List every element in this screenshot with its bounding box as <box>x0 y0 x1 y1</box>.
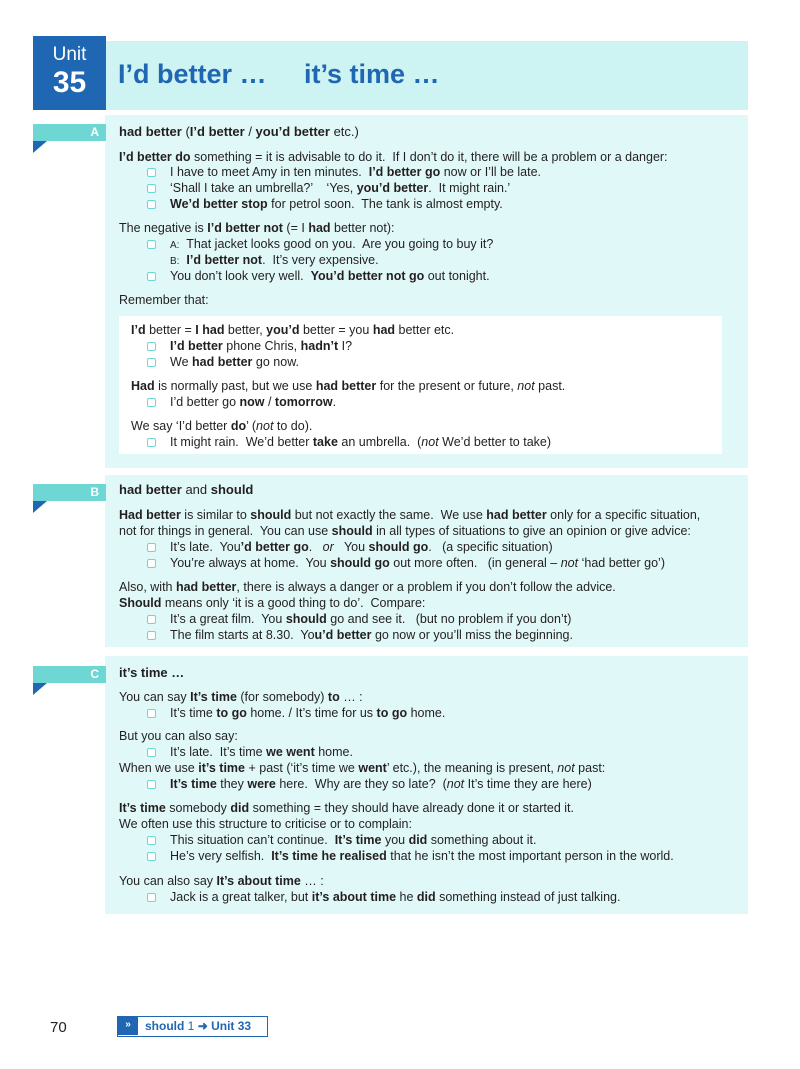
section-c-marker <box>33 683 47 695</box>
example-line: ‘Shall I take an umbrella?’ ‘Yes, you’d better. It might rain.’ <box>170 181 511 195</box>
example-line: Jack is a great talker, but it’s about time he did something instead of just talking. <box>170 890 621 904</box>
example-line: You don’t look very well. You’d better not go out tonight. <box>170 269 490 283</box>
cross-reference-link[interactable] <box>117 1016 268 1037</box>
example-line: A: That jacket looks good on you. Are you going to buy it? <box>170 237 494 251</box>
example-bullet-icon <box>147 438 156 447</box>
example-line: We’d better stop for petrol soon. The tank is almost empty. <box>170 197 503 211</box>
page-title: I’d better … it’s time … <box>118 59 440 89</box>
paragraph: Also, with had better, there is always a danger or a problem if you don’t follow the advice. <box>119 580 616 594</box>
example-bullet-icon <box>147 615 156 624</box>
example-line: It’s time to go home. / It’s time for us to go home. <box>170 706 446 720</box>
paragraph: You can also say It’s about time … : <box>119 874 324 888</box>
example-bullet-icon <box>147 780 156 789</box>
example-bullet-icon <box>147 240 156 249</box>
example-bullet-icon <box>147 836 156 845</box>
title-bar <box>106 41 748 110</box>
section-a-tab: A <box>33 124 106 141</box>
section-c-tab: C <box>33 666 106 683</box>
example-line: We had better go now. <box>170 355 300 369</box>
example-line: B: I’d better not. It’s very expensive. <box>170 253 379 267</box>
example-line: The film starts at 8.30. You’d better go now or you’ll miss the beginning. <box>170 628 573 642</box>
paragraph: But you can also say: <box>119 729 238 743</box>
paragraph: We often use this structure to criticise or to complain: <box>119 817 412 831</box>
box-rule: I’d better = I had better, you’d better = you had better etc. <box>131 323 455 337</box>
section-c-heading: it’s time … <box>119 665 185 680</box>
example-bullet-icon <box>147 852 156 861</box>
remember-label: Remember that: <box>119 293 209 307</box>
example-bullet-icon <box>147 748 156 757</box>
example-bullet-icon <box>147 559 156 568</box>
example-line: I’d better phone Chris, hadn’t I? <box>170 339 353 353</box>
example-line: I’d better go now / tomorrow. <box>170 395 337 409</box>
example-bullet-icon <box>147 631 156 640</box>
paragraph: Should means only ‘it is a good thing to do’. Compare: <box>119 596 426 610</box>
section-a-definition: I’d better do something = it is advisable to do it. If I don’t do it, there will be a problem or a danger: <box>119 150 668 164</box>
example-bullet-icon <box>147 358 156 367</box>
section-b-tab: B <box>33 484 106 501</box>
unit-label: Unit <box>52 44 87 65</box>
section-b-marker <box>33 501 47 513</box>
example-line: This situation can’t continue. It’s time you did something about it. <box>170 833 537 847</box>
box-rule: We say ‘I’d better do’ (not to do). <box>131 419 313 433</box>
example-line: You’re always at home. You should go out more often. (in general – not ‘had better go’) <box>170 556 665 570</box>
example-bullet-icon <box>147 398 156 407</box>
paragraph: not for things in general. You can use should in all types of situations to give an opinion or give advice: <box>119 524 691 538</box>
unit-number: 35 <box>52 66 87 99</box>
example-line: It’s late. You’d better go. or You should go. (a specific situation) <box>170 540 553 554</box>
example-line: It might rain. We’d better take an umbrella. (not We’d better to take) <box>170 435 552 449</box>
unit-badge <box>33 36 106 110</box>
paragraph: When we use it’s time + past (‘it’s time we went’ etc.), the meaning is present, not past: <box>119 761 606 775</box>
example-bullet-icon <box>147 709 156 718</box>
box-rule: Had is normally past, but we use had better for the present or future, not past. <box>131 379 566 393</box>
example-line: It’s late. It’s time we went home. <box>170 745 353 759</box>
section-a-marker <box>33 141 47 153</box>
example-bullet-icon <box>147 200 156 209</box>
page-number: 70 <box>50 1019 67 1036</box>
example-bullet-icon <box>147 543 156 552</box>
example-line: It’s a great film. You should go and see it. (but no problem if you don’t) <box>170 612 572 626</box>
example-bullet-icon <box>147 272 156 281</box>
paragraph: It’s time somebody did something = they should have already done it or started it. <box>119 801 575 815</box>
section-b-heading: had better and should <box>119 482 254 497</box>
paragraph: You can say It’s time (for somebody) to … : <box>119 690 363 704</box>
example-line: I have to meet Amy in ten minutes. I’d better go now or I’ll be late. <box>170 165 541 179</box>
example-bullet-icon <box>147 893 156 902</box>
example-line: He’s very selfish. It’s time he realised that he isn’t the most important person in the world. <box>170 849 674 863</box>
example-bullet-icon <box>147 342 156 351</box>
example-bullet-icon <box>147 168 156 177</box>
example-line: It’s time they were here. Why are they so late? (not It’s time they are here) <box>170 777 592 791</box>
example-bullet-icon <box>147 184 156 193</box>
paragraph: Had better is similar to should but not exactly the same. We use had better only for a specific situation, <box>119 508 701 522</box>
negative-rule: The negative is I’d better not (= I had better not): <box>119 221 395 235</box>
cross-reference-text: should 1 ➜ Unit 33 <box>145 1019 252 1033</box>
section-a-heading: had better (I’d better / you’d better etc.) <box>119 124 359 139</box>
double-chevron-icon: » <box>118 1017 138 1035</box>
